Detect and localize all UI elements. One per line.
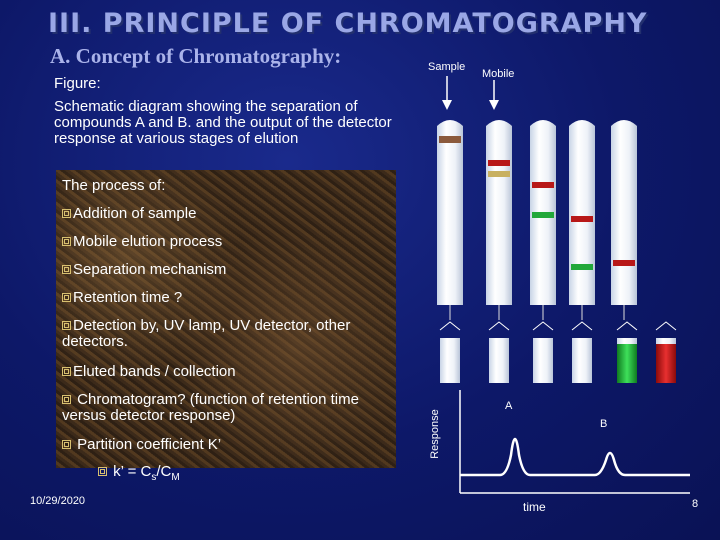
bullet-item: Chromatogram? (function of retention time versus detector response) [62,391,359,424]
vial-1 [440,322,460,383]
sample-label: Sample [428,61,466,73]
peak-a-label: A [505,400,513,412]
chromatogram [460,390,690,493]
bullet-item: Partition coefficient K’ [62,437,221,453]
bullet-item: Retention time ? [62,290,182,306]
bullet-item: Separation mechanism [62,262,226,278]
bullet-item: Detection by, UV lamp, UV detector, other detectors. [62,317,351,350]
band-a [571,264,593,270]
vial-2 [489,322,509,383]
mobile-arrowhead [489,100,499,110]
slide-subtitle: A. Concept of Chromatography: [50,44,342,68]
figure-label: Figure: [54,75,101,92]
band-a [488,171,510,177]
detector-trace [460,439,690,475]
y-axis-label: Response [429,409,441,459]
vial-3 [533,322,553,383]
band-b [532,182,554,188]
process-heading: The process of: [62,177,166,194]
slide-date: 10/29/2020 [30,495,86,507]
band-b [613,260,635,266]
figure-caption: Schematic diagram showing the separation of compounds A and B. and the output of the detector response at various stages of elution [54,98,392,147]
vial-5-green [617,322,637,383]
column-5 [611,120,637,320]
slide-title: III. PRINCIPLE OF CHROMATOGRAPHY [48,8,648,39]
band-b [571,216,593,222]
page-number: 8 [692,498,699,510]
column-2 [486,120,512,320]
band-a [532,212,554,218]
column-4 [569,120,595,320]
bullet-item: Mobile elution process [62,234,222,250]
bullet-item: Addition of sample [62,206,196,222]
vial-6-red [656,322,676,383]
band-b [488,160,510,166]
vial-4 [572,322,592,383]
formula: k’ = $C_s/C_M$ [98,464,180,486]
bullet-item: Eluted bands / collection [62,364,236,380]
mobile-label: Mobile [482,68,515,80]
peak-b-label: B [600,418,608,430]
column-3 [530,120,556,320]
column-1 [437,120,463,320]
x-axis-label: time [523,500,546,514]
sample-arrowhead [442,100,452,110]
sample-band [439,136,461,143]
